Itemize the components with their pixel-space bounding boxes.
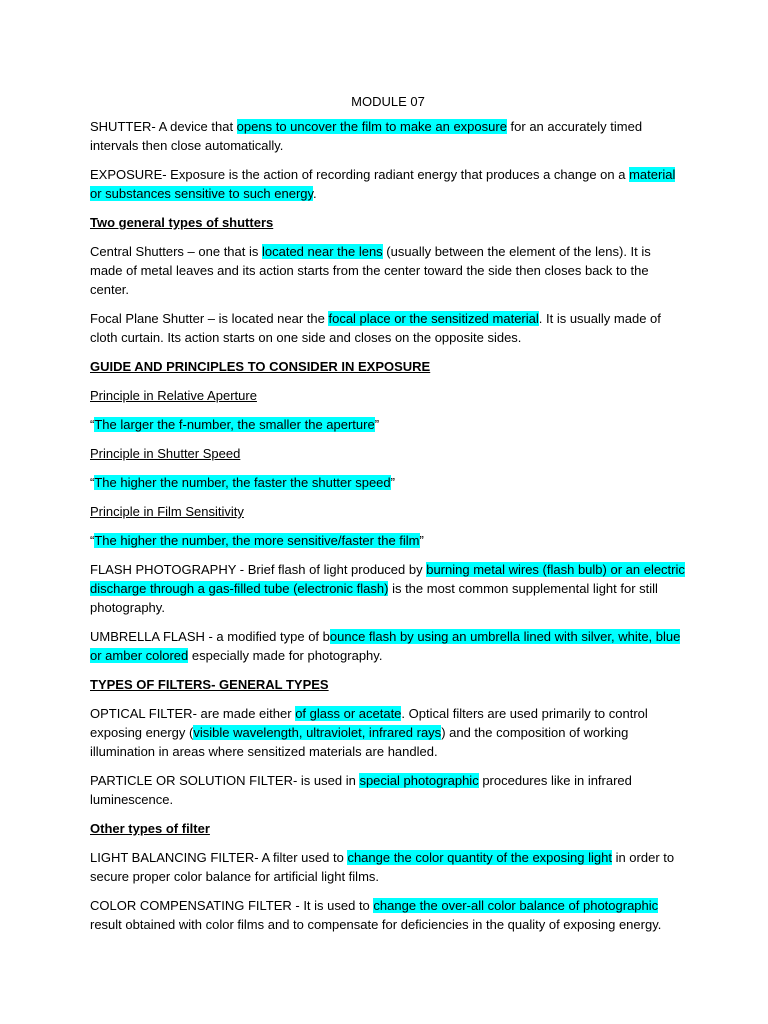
particle-filter-paragraph: PARTICLE OR SOLUTION FILTER- is used in special photographic procedures like in infrared luminescence. [90,773,632,807]
central-shutter-paragraph: Central Shutters – one that is located near the lens (usually between the element of the lens). It is made of metal leaves and its action starts from the center toward the side then closes back to the center. [90,244,651,297]
film-sensitivity-principle-heading: Principle in Film Sensitivity [90,504,244,519]
filter-types-heading: TYPES OF FILTERS- GENERAL TYPES [90,677,329,692]
optical-filter-paragraph: OPTICAL FILTER- are made either of glass or acetate. Optical filters are used primarily to control exposing energy (visible wavelength, ultraviolet, infrared rays) and the composition of working illumination in areas where sensitized materials are handled. [90,706,648,759]
highlight: visible wavelength, ultraviolet, infrared rays [193,725,442,740]
module-title: MODULE 07 [351,94,425,109]
highlight: focal place or the sensitized material [328,311,539,326]
highlight: change the over-all color balance of photographic [373,898,659,913]
color-compensating-paragraph: COLOR COMPENSATING FILTER - It is used to change the over-all color balance of photographic result obtained with color films and to compensate for deficiencies in the quality of exposing energy. [90,898,662,932]
highlight: The larger the f-number, the smaller the aperture [94,417,375,432]
aperture-principle-heading: Principle in Relative Aperture [90,388,257,403]
aperture-principle-quote: “The larger the f-number, the smaller the aperture” [90,417,380,432]
highlight: The higher the number, the more sensitive/faster the film [94,533,420,548]
highlight: of glass or acetate [295,706,402,721]
highlight: opens to uncover the film to make an exposure [236,119,507,134]
focal-plane-paragraph: Focal Plane Shutter – is located near the focal place or the sensitized material. It is usually made of cloth curtain. Its action starts on one side and closes on the opposite sides. [90,311,661,345]
highlight: burning metal wires (flash bulb) or an electric discharge through a gas-filled tube (electronic flash) [90,562,685,596]
highlight: ounce flash by using an umbrella lined with silver, white, blue or amber colored [90,629,681,663]
other-filters-heading: Other types of filter [90,821,210,836]
shutter-types-heading: Two general types of shutters [90,215,274,230]
highlight: change the color quantity of the exposing light [347,850,612,865]
highlight: material or substances sensitive to such energy [90,167,676,201]
highlight: located near the lens [261,244,383,259]
highlight: special photographic [359,773,479,788]
guide-heading: GUIDE AND PRINCIPLES TO CONSIDER IN EXPOSURE [90,359,431,374]
exposure-paragraph: EXPOSURE- Exposure is the action of recording radiant energy that produces a change on a material or substances sensitive to such energy. [90,167,676,201]
flash-photography-paragraph: FLASH PHOTOGRAPHY - Brief flash of light produced by burning metal wires (flash bulb) or an electric discharge through a gas-filled tube (electronic flash) is the most common supplemental light for still photography. [90,562,685,615]
shutter-speed-principle-heading: Principle in Shutter Speed [90,446,241,461]
shutter-speed-principle-quote: “The higher the number, the faster the shutter speed” [90,475,395,490]
highlight: The higher the number, the faster the shutter speed [94,475,391,490]
light-balancing-paragraph: LIGHT BALANCING FILTER- A filter used to change the color quantity of the exposing light in order to secure proper color balance for artificial light films. [90,850,675,884]
film-sensitivity-principle-quote: “The higher the number, the more sensitive/faster the film” [90,533,424,548]
shutter-paragraph: SHUTTER- A device that opens to uncover the film to make an exposure for an accurately timed intervals then close automatically. [90,119,643,153]
umbrella-flash-paragraph: UMBRELLA FLASH - a modified type of bounce flash by using an umbrella lined with silver, white, blue or amber colored especially made for photography. [90,629,681,663]
